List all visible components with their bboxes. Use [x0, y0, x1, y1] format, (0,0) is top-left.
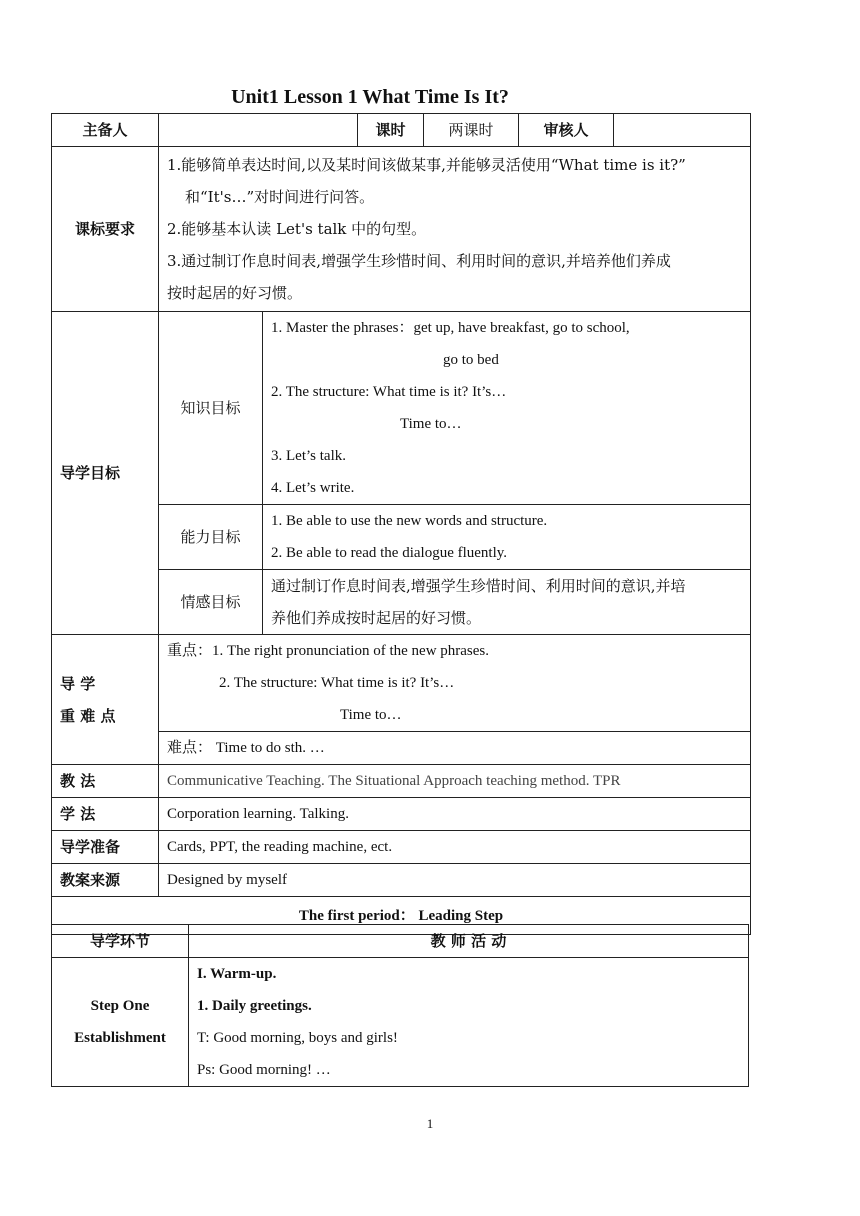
step-label: [52, 958, 189, 1087]
knowledge-goal-content: [263, 312, 751, 505]
ability-goal-label: 能力目标: [159, 505, 263, 570]
step-label-line: Establishment: [74, 1030, 166, 1046]
source-value: Designed by myself: [159, 864, 751, 897]
emotion-line: 养他们养成按时起居的好习惯。: [271, 609, 482, 627]
emotion-goal-label: 情感目标: [159, 570, 263, 635]
activity-table: [51, 924, 749, 1087]
activity-line: 1. Daily greetings.: [197, 998, 312, 1014]
activity-line: Ps: Good morning! …: [197, 1062, 331, 1078]
learning-method-row: [52, 798, 751, 831]
knowledge-line: Time to…: [400, 416, 462, 432]
preparation-row: [52, 831, 751, 864]
focus-label-line: 重 难 点: [60, 706, 116, 725]
page-number: 1: [426, 1116, 434, 1131]
learning-method-label: 学 法: [52, 798, 159, 831]
step-label-line: Step One: [90, 998, 150, 1014]
activity-col-step: 导学环节: [52, 925, 189, 958]
knowledge-goal-row: [52, 312, 751, 505]
curriculum-line: 3.通过制订作息时间表,增强学生珍惜时间、利用时间的意识,并培养他们养成: [167, 252, 671, 270]
knowledge-line: go to bed: [443, 352, 499, 368]
focus-label-line: 导 学: [60, 674, 96, 693]
curriculum-line: 1.能够简单表达时间,以及某时间该做某事,并能够灵活使用“What time is it?”: [167, 156, 686, 174]
curriculum-line: 按时起居的好习惯。: [167, 284, 303, 302]
lesson-plan-table: [51, 113, 751, 935]
knowledge-line: 1. Master the phrases：get up, have breakfast, go to school,: [271, 320, 630, 336]
activity-line: I. Warm-up.: [197, 966, 277, 982]
activity-line: T: Good morning, boys and girls!: [197, 1030, 398, 1046]
ability-goal-content: [263, 505, 751, 570]
reviewer-label: 审核人: [519, 114, 614, 147]
curriculum-content: [159, 147, 751, 312]
activity-content: [189, 958, 749, 1087]
source-label: 教案来源: [52, 864, 159, 897]
knowledge-line: 3. Let’s talk.: [271, 448, 346, 464]
goals-label: 导学目标: [52, 312, 159, 635]
preparer-label: 主备人: [52, 114, 159, 147]
key-points-row: [52, 635, 751, 732]
learning-method-value: Corporation learning. Talking.: [159, 798, 751, 831]
emotion-line: 通过制订作息时间表,增强学生珍惜时间、利用时间的意识,并培: [271, 577, 686, 595]
activity-col-teacher: 教 师 活 动: [189, 925, 749, 958]
knowledge-goal-label: 知识目标: [159, 312, 263, 505]
knowledge-line: 4. Let’s write.: [271, 480, 355, 496]
curriculum-line: 和“It's…”对时间进行问答。: [185, 188, 375, 206]
curriculum-label: 课标要求: [52, 147, 159, 312]
header-row: [52, 114, 751, 147]
method-row: [52, 765, 751, 798]
emotion-goal-content: [263, 570, 751, 635]
ability-line: 2. Be able to read the dialogue fluently.: [271, 545, 508, 561]
reviewer-value: [614, 114, 751, 147]
key-line: 重点：1. The right pronunciation of the new phrases.: [167, 643, 490, 659]
activity-header-row: [52, 925, 749, 958]
key-points-content: [159, 635, 751, 732]
difficult-points-content: 难点： Time to do sth. …: [159, 732, 751, 765]
knowledge-line: 2. The structure: What time is it? It’s…: [271, 384, 507, 400]
preparation-label: 导学准备: [52, 831, 159, 864]
activity-row: [52, 958, 749, 1087]
preparation-value: Cards, PPT, the reading machine, ect.: [159, 831, 751, 864]
preparer-value: [159, 114, 358, 147]
focus-label: [52, 635, 159, 765]
key-line: Time to…: [340, 707, 402, 723]
key-line: 2. The structure: What time is it? It’s…: [219, 675, 455, 691]
curriculum-line: 2.能够基本认读 Let's talk 中的句型。: [167, 220, 427, 238]
teaching-method-label: 教 法: [52, 765, 159, 798]
ability-line: 1. Be able to use the new words and structure.: [271, 513, 548, 529]
period-value: 两课时: [424, 114, 519, 147]
period-heading: The first period： Leading Step: [52, 897, 751, 935]
source-row: [52, 864, 751, 897]
page-title: Unit1 Lesson 1 What Time Is It?: [231, 86, 509, 108]
period-label: 课时: [358, 114, 424, 147]
curriculum-row: [52, 147, 751, 312]
teaching-method-value: Communicative Teaching. The Situational Approach teaching method. TPR: [159, 765, 751, 798]
